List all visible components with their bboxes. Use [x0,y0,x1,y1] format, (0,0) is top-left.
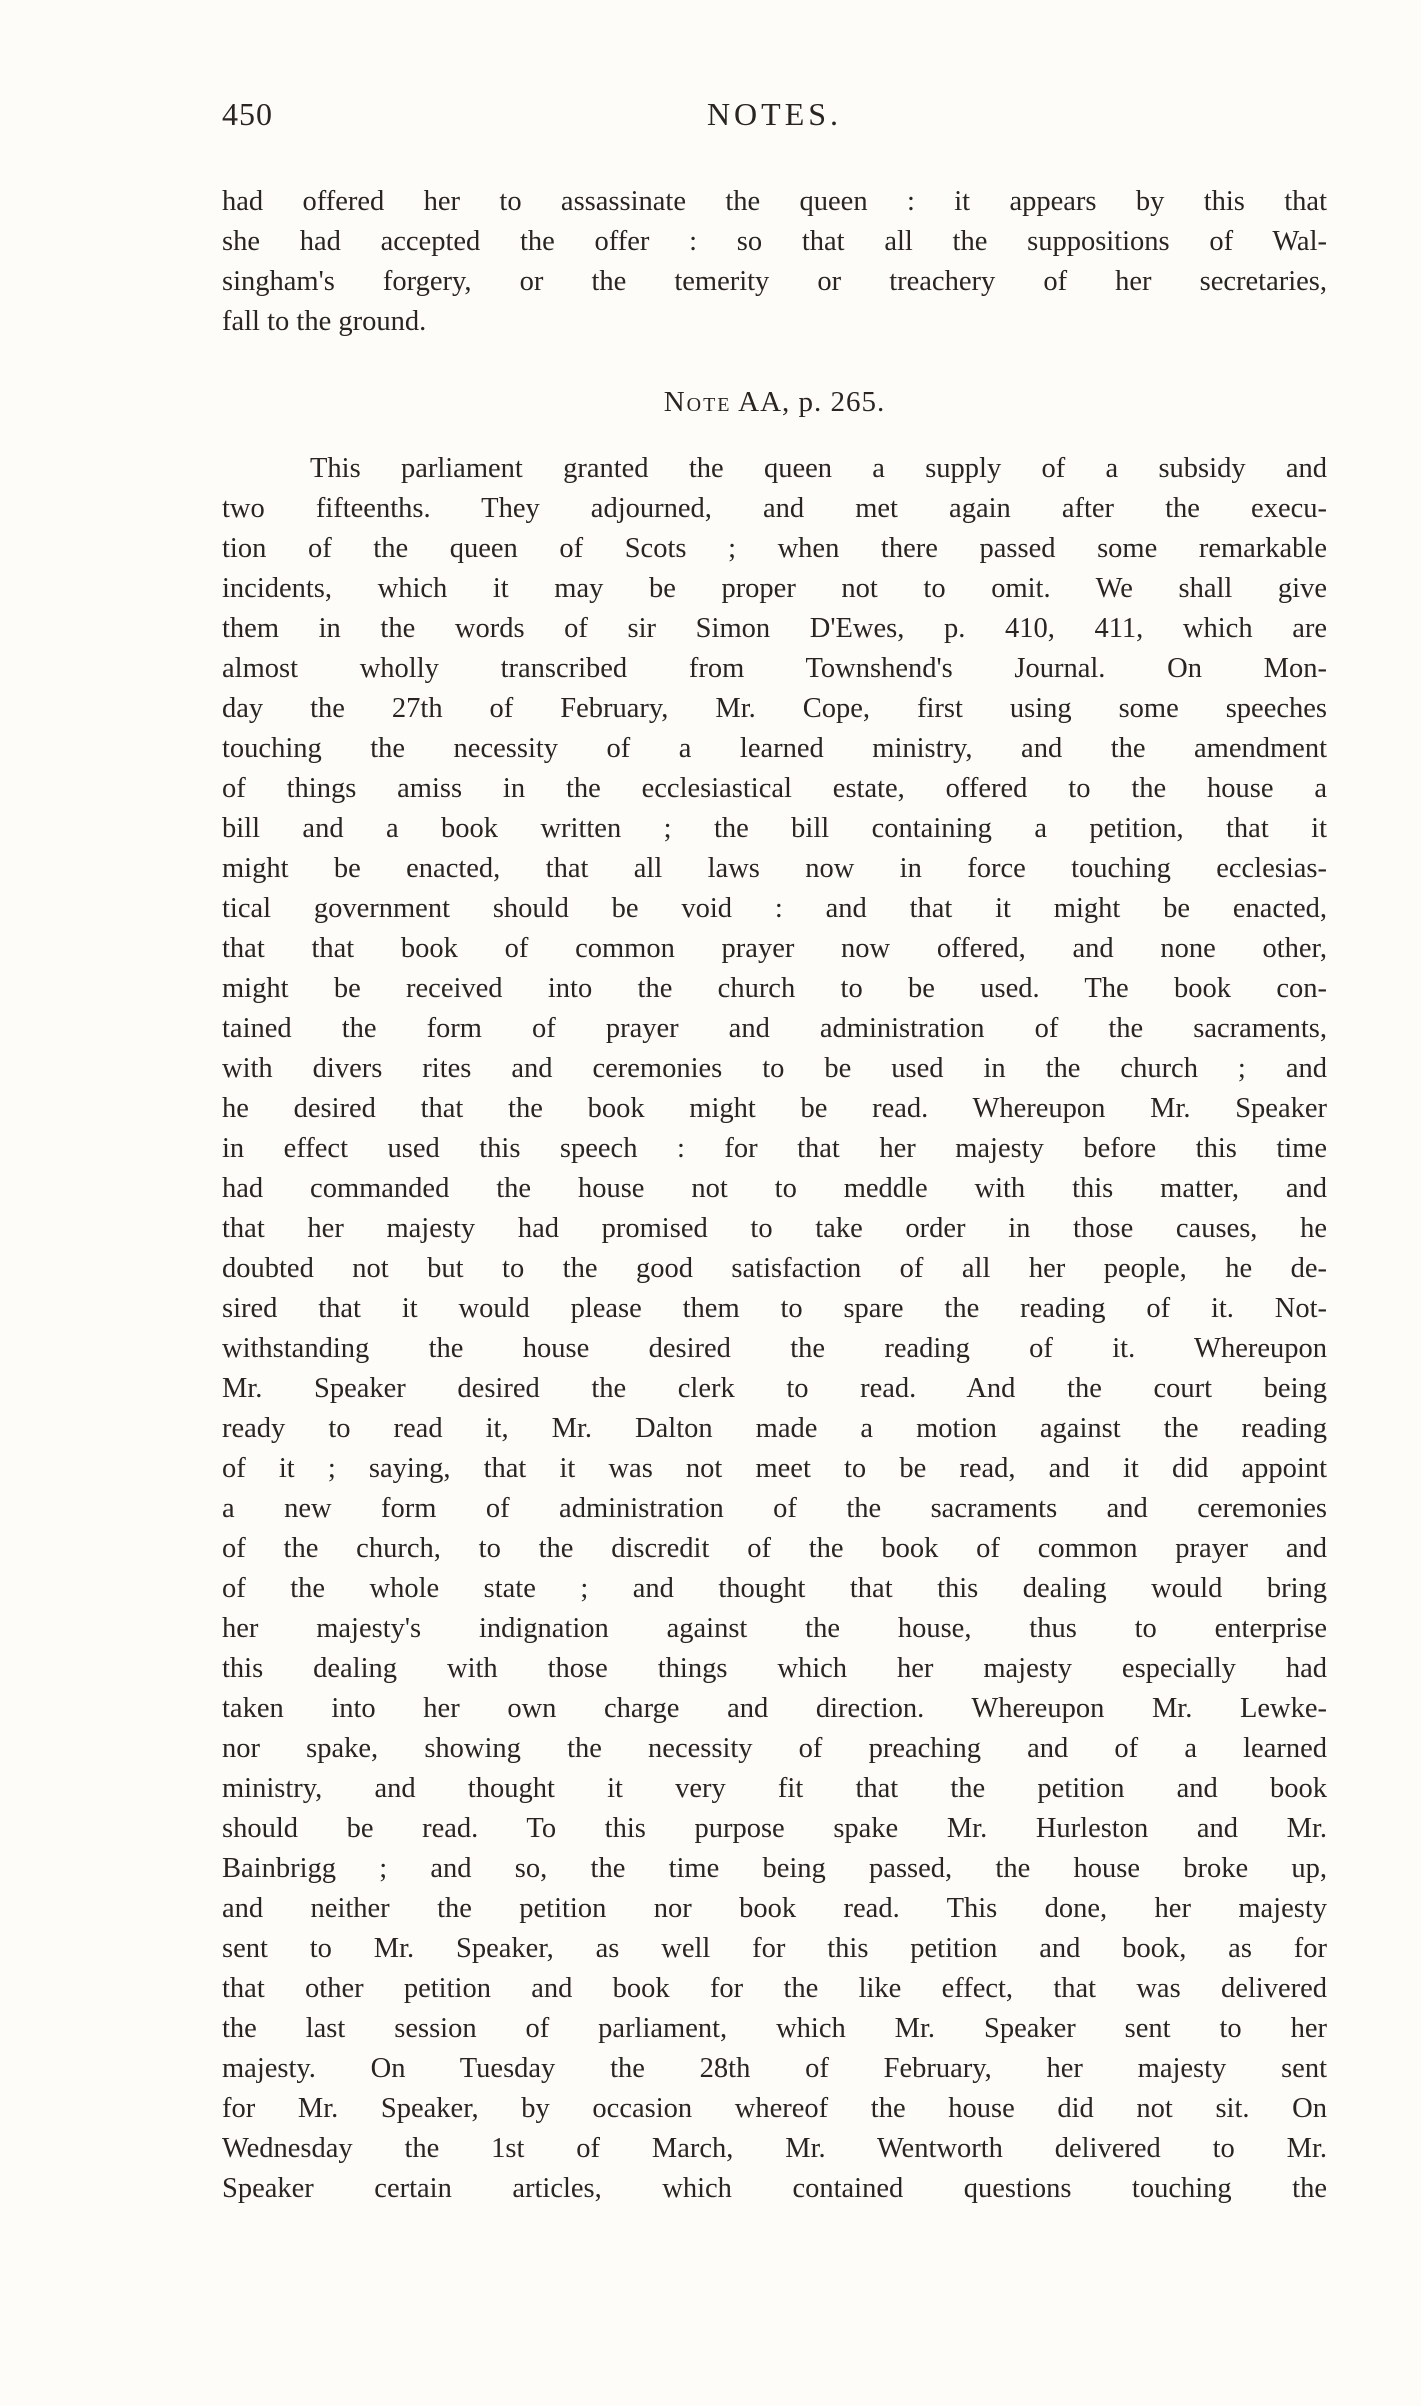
text-line: for Mr. Speaker, by occasion whereof the house did not sit. On [222,2093,1327,2124]
note-label: Note [663,386,732,418]
opening-paragraph [222,182,1327,342]
text-line: the last session of parliament, which Mr. Speaker sent to her [222,2013,1327,2044]
text-line: had commanded the house not to meddle with this matter, and [222,1173,1327,1204]
text-line: this dealing with those things which her majesty especially had [222,1653,1327,1684]
text-line: incidents, which it may be proper not to omit. We shall give [222,573,1327,604]
text-line: she had accepted the offer : so that all the suppositions of Wal- [222,226,1327,257]
text-line: sired that it would please them to spare the reading of it. Not- [222,1293,1327,1324]
text-line: This parliament granted the queen a supply of a subsidy and [310,453,1327,484]
body-text [222,182,1327,2209]
text-line: two fifteenths. They adjourned, and met again after the execu- [222,493,1327,524]
text-line: tical government should be void : and that it might be enacted, [222,893,1327,924]
text-line: majesty. On Tuesday the 28th of February, her majesty sent [222,2053,1327,2084]
note-heading [222,382,1327,422]
text-line: with divers rites and ceremonies to be used in the church ; and [222,1053,1327,1084]
text-line: ministry, and thought it very fit that the petition and book [222,1773,1327,1804]
text-line: should be read. To this purpose spake Mr. Hurleston and Mr. [222,1813,1327,1844]
text-line: ready to read it, Mr. Dalton made a motion against the reading [222,1413,1327,1444]
text-line: a new form of administration of the sacraments and ceremonies [222,1493,1327,1524]
text-line: them in the words of sir Simon D'Ewes, p. 410, 411, which are [222,613,1327,644]
text-line: almost wholly transcribed from Townshend's Journal. On Mon- [222,653,1327,684]
text-line: bill and a book written ; the bill containing a petition, that it [222,813,1327,844]
text-line: touching the necessity of a learned ministry, and the amendment [222,733,1327,764]
text-line: taken into her own charge and direction. Whereupon Mr. Lewke- [222,1693,1327,1724]
running-head [222,96,1327,136]
text-line: might be enacted, that all laws now in force touching ecclesias- [222,853,1327,884]
page-number: 450 [222,96,273,132]
text-line: her majesty's indignation against the house, thus to enterprise [222,1613,1327,1644]
note-reference: AA, p. 265. [738,386,886,418]
text-line: of things amiss in the ecclesiastical estate, offered to the house a [222,773,1327,804]
text-line: in effect used this speech : for that her majesty before this time [222,1133,1327,1164]
text-line: tion of the queen of Scots ; when there passed some remarkable [222,533,1327,564]
text-line: of the church, to the discredit of the book of common prayer and [222,1533,1327,1564]
text-line: Wednesday the 1st of March, Mr. Wentworth delivered to Mr. [222,2133,1327,2164]
text-line: of it ; saying, that it was not meet to be read, and it did appoint [222,1453,1327,1484]
text-line: tained the form of prayer and administration of the sacraments, [222,1013,1327,1044]
text-line: of the whole state ; and thought that this dealing would bring [222,1573,1327,1604]
text-line: Speaker certain articles, which contained questions touching the [222,2173,1327,2204]
text-line: sent to Mr. Speaker, as well for this petition and book, as for [222,1933,1327,1964]
text-line: fall to the ground. [222,306,427,337]
text-line: Mr. Speaker desired the clerk to read. And the court being [222,1373,1327,1404]
text-line: that that book of common prayer now offered, and none other, [222,933,1327,964]
text-line: had offered her to assassinate the queen : it appears by this that [222,186,1327,217]
text-line: that her majesty had promised to take order in those causes, he [222,1213,1327,1244]
text-line: and neither the petition nor book read. This done, her majesty [222,1893,1327,1924]
text-line: day the 27th of February, Mr. Cope, first using some speeches [222,693,1327,724]
text-line: withstanding the house desired the reading of it. Whereupon [222,1333,1327,1364]
text-line: nor spake, showing the necessity of preaching and of a learned [222,1733,1327,1764]
text-line: might be received into the church to be used. The book con- [222,973,1327,1004]
text-line: doubted not but to the good satisfaction of all her people, he de- [222,1253,1327,1284]
text-line: he desired that the book might be read. Whereupon Mr. Speaker [222,1093,1327,1124]
note-paragraph [222,449,1327,2209]
text-line: that other petition and book for the like effect, that was delivered [222,1973,1327,2004]
text-line: Bainbrigg ; and so, the time being passed, the house broke up, [222,1853,1327,1884]
running-title: NOTES. [706,96,843,132]
text-line: singham's forgery, or the temerity or treachery of her secretaries, [222,266,1327,297]
